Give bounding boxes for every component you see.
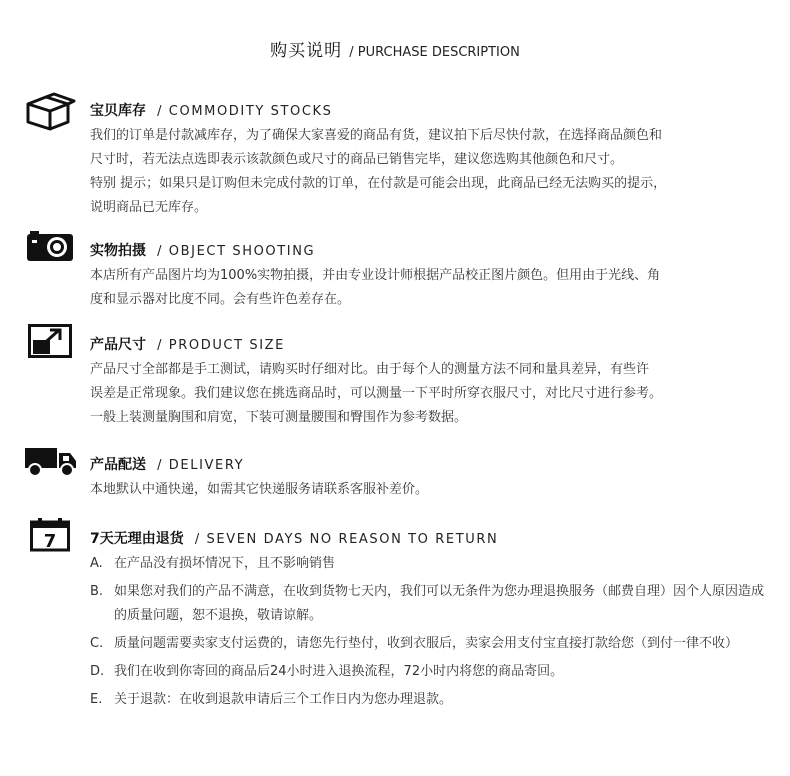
- body-line: 本店所有产品图片均为100%实物拍摄，并由专业设计师根据产品校正图片颜色。但用由于光线、角: [90, 268, 661, 283]
- body-line: 说明商品已无库存。: [90, 200, 208, 215]
- list-item: A. 在产品没有损坏情况下，且不影响销售: [90, 556, 336, 571]
- body-line: 产品尺寸全部都是手工测试，请购买时仔细对比。由于每个人的测量方法不同和量具差异，有些许: [90, 362, 650, 377]
- section-title: 产品尺寸 / PRODUCT SIZE: [90, 337, 285, 353]
- body-line: 我们的订单是付款减库存，为了确保大家喜爱的商品有货，建议拍下后尽快付款，在选择商品颜色和: [90, 128, 663, 143]
- list-item: C. 质量问题需要卖家支付运费的，请您先行垫付，收到衣服后，卖家会用支付宝直接打款给您（到付一律不收）: [90, 636, 739, 651]
- section-title: 7天无理由退货 / SEVEN DAYS NO REASON TO RETURN: [90, 531, 499, 547]
- body-line: 误差是正常现象。我们建议您在挑选商品时，可以测量一下平时所穿衣服尺寸，对比尺寸进行参考。: [90, 386, 663, 401]
- section-body: [90, 264, 770, 312]
- section-title: 宝贝库存 / COMMODITY STOCKS: [90, 103, 333, 119]
- truck-icon: [24, 446, 78, 478]
- resize-icon: [28, 324, 72, 358]
- section-body: [90, 478, 770, 502]
- list-item: B. 如果您对我们的产品不满意，在收到货物七天内，我们可以无条件为您办理退换服务（邮费自理）因个人原因造成的质量问题，恕不退换，敬请谅解。: [90, 584, 765, 623]
- calendar-icon: [30, 518, 70, 552]
- body-line: 度和显示器对比度不同。会有些许色差存在。: [90, 292, 351, 307]
- section-body: [90, 358, 770, 430]
- section-body: [90, 124, 770, 220]
- svg-text:7: 7: [43, 531, 57, 552]
- section-title: 产品配送 / DELIVERY: [90, 457, 245, 473]
- body-line: 特别 提示；如果只是订购但未完成付款的订单，在付款是可能会出现，此商品已经无法购买的提示，: [90, 176, 667, 191]
- body-line: 本地默认中通快递，如需其它快递服务请联系客服补差价。: [90, 482, 429, 497]
- page-title-en: / PURCHASE DESCRIPTION: [349, 45, 520, 60]
- camera-icon: [26, 230, 74, 262]
- section-title: 实物拍摄 / OBJECT SHOOTING: [90, 243, 316, 259]
- list-item: D. 我们在收到你寄回的商品后24小时进入退换流程，72小时内将您的商品寄回。: [90, 664, 564, 679]
- box-icon: [24, 92, 76, 132]
- section-body: [90, 552, 770, 716]
- page-header: [0, 36, 790, 61]
- body-line: 一般上装测量胸围和肩宽，下装可测量腰围和臀围作为参考数据。: [90, 410, 468, 425]
- page-title: 购买说明: [270, 41, 343, 61]
- body-line: 尺寸时，若无法点选即表示该款颜色或尺寸的商品已销售完毕，建议您选购其他颜色和尺寸。: [90, 152, 624, 167]
- list-item: E. 关于退款：在收到退款申请后三个工作日内为您办理退款。: [90, 692, 453, 707]
